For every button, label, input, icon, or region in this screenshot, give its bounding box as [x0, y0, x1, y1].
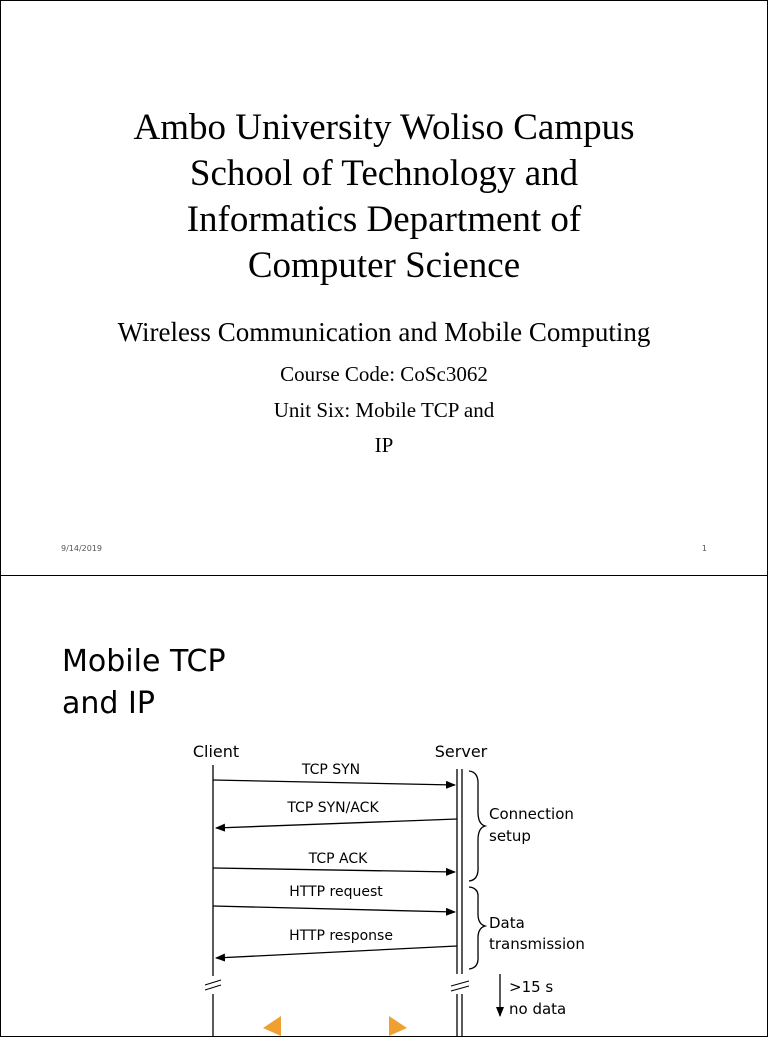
- unit-title-line2: IP: [374, 433, 394, 457]
- left-orange-arrow-icon: [263, 1016, 281, 1036]
- tcp-syn-ack-label: TCP SYN/ACK: [287, 800, 379, 816]
- title-line: Ambo University Woliso Campus: [133, 107, 635, 148]
- break-mark-client: [205, 980, 221, 990]
- data-transmission-label-2: transmission: [489, 935, 585, 953]
- title-line: and IP: [62, 686, 155, 721]
- right-orange-arrow-icon: [389, 1016, 407, 1036]
- server-label: Server: [434, 742, 488, 761]
- connection-setup-label-2: setup: [489, 827, 531, 845]
- break-mark-server: [451, 981, 469, 991]
- slide-title: [1, 105, 767, 289]
- slide-number: 1: [701, 544, 707, 553]
- idle-label-1: >15 s: [509, 978, 554, 996]
- tcp-ack-label: TCP ACK: [308, 851, 368, 867]
- course-title: Wireless Communication and Mobile Computing: [117, 317, 651, 347]
- tcp-syn-arrow: [213, 780, 455, 785]
- tcp-syn-label: TCP SYN: [301, 762, 361, 778]
- idle-label-2: no data: [509, 1000, 567, 1018]
- tcp-sequence-diagram: [1, 576, 767, 1036]
- connection-setup-brace: [469, 771, 485, 881]
- http-response-label: HTTP response: [289, 928, 393, 944]
- slide-date: 9/14/2019: [61, 544, 103, 553]
- tcp-syn-ack-arrow: [216, 819, 457, 828]
- course-code: Course Code: CoSc3062: [280, 362, 488, 386]
- client-label: Client: [192, 742, 240, 761]
- data-transmission-label-1: Data: [489, 914, 525, 932]
- http-request-arrow: [213, 906, 455, 912]
- data-transmission-brace: [469, 887, 485, 969]
- title-line: Mobile TCP: [62, 644, 226, 679]
- tcp-ack-arrow: [213, 868, 455, 872]
- connection-setup-label-1: Connection: [489, 805, 574, 823]
- http-request-label: HTTP request: [289, 884, 383, 900]
- http-response-arrow: [216, 946, 457, 958]
- title-line: School of Technology and: [189, 153, 579, 194]
- title-line: Informatics Department of: [186, 199, 582, 240]
- content-slide: [0, 575, 768, 1037]
- unit-title-line1: Unit Six: Mobile TCP and: [273, 398, 495, 422]
- title-line: Computer Science: [247, 245, 521, 286]
